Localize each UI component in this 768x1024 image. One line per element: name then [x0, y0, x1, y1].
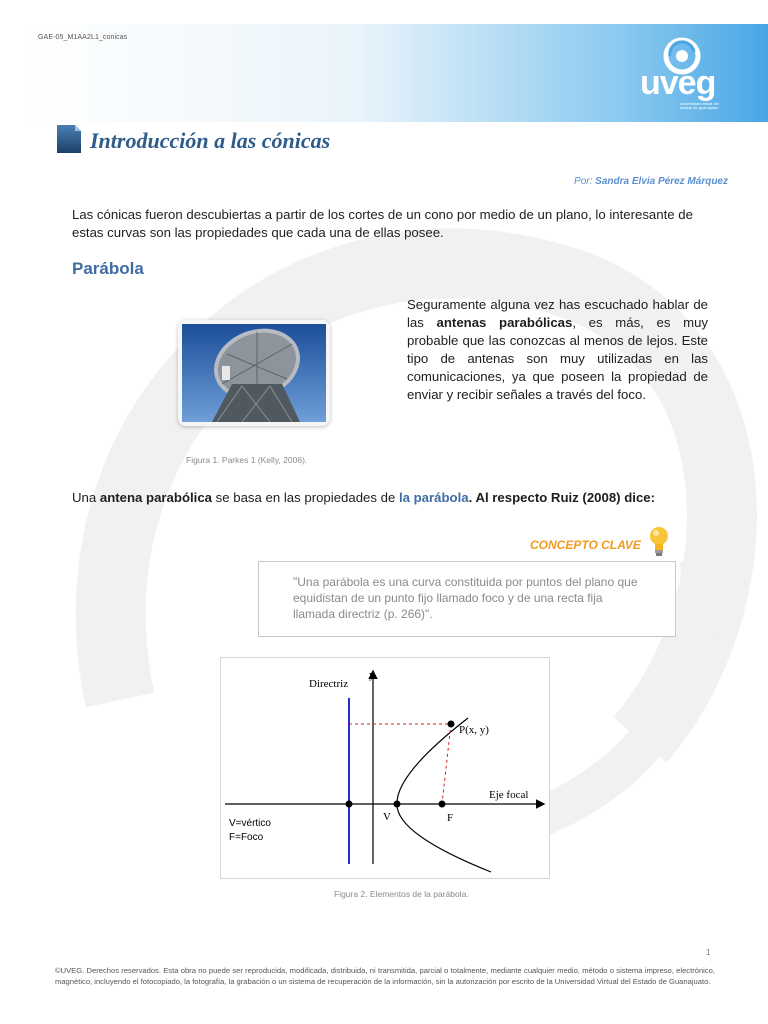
definition-line: Una antena parabólica se basa en las propiedades de la parábola. Al respecto Ruiz (2008) dice: — [72, 490, 655, 505]
legend-focus: F=Foco — [229, 832, 264, 843]
label-point-p: P(x, y) — [459, 724, 489, 736]
label-y: y — [369, 669, 375, 681]
key-concept-quote-box — [258, 561, 676, 637]
label-v: V — [383, 811, 391, 823]
vertex-point — [394, 801, 401, 808]
document-code: GAE-05_M1AA2L1_conicas — [38, 34, 128, 41]
parabola-diagram — [221, 658, 549, 878]
antenna-photo — [178, 320, 330, 426]
document-icon — [55, 124, 83, 154]
point-p — [448, 721, 455, 728]
uveg-logo: uveg universidad virtual del estado de guanajuato — [632, 36, 732, 112]
author-line: Por: Sandra Elvia Pérez Márquez — [574, 176, 728, 187]
lightbulb-icon — [648, 524, 670, 560]
directrix-intersection-point — [346, 801, 353, 808]
label-directriz: Directriz — [309, 678, 349, 690]
figure-1-caption: Figura 1. Parkes 1 (Kelly, 2006). — [186, 455, 308, 465]
copyright-footer: ©UVEG. Derechos reservados. Esta obra no puede ser reproducida, modificada, distribuida, ni transmitida, parcial o totalmente, mediante cualquier medio, método o sistema impreso, electrónico, magnético, incluyendo el fotocopiado, la fotografía, la grabación o un sistema de recuperación de la información, sin la autorización por escrito de la Universidad Virtual del Estado de Guanajuato. — [55, 966, 715, 986]
intro-paragraph: Las cónicas fueron descubiertas a partir de los cortes de un cono por medio de un plano, lo interesante de estas curvas son las propiedades que cada una de ellas posee. — [72, 207, 693, 240]
label-f: F — [447, 812, 454, 824]
parabola-curve — [397, 718, 491, 872]
section-title: Parábola — [72, 259, 144, 278]
quote-text: "Una parábola es una curva constituida por puntos del plano que equidistan de un punto fijo llamado foco y de una recta fija llamada directriz (p. 266)". — [293, 575, 638, 621]
concept-key-label: CONCEPTO CLAVE — [530, 538, 641, 552]
focus-point — [439, 801, 446, 808]
page-title: Introducción a las cónicas — [90, 128, 331, 153]
radio-telescope-image — [182, 324, 326, 422]
antenna-paragraph: Seguramente alguna vez has escuchado hablar de las antenas parabólicas, es más, es muy probable que las conozcas al menos de lejos. Este tipo de antenas son muy utilizadas en las comunicaciones, ya que poseen la propiedad de enviar y recibir señales a través del foco. — [407, 297, 708, 402]
page-number: 1 — [706, 948, 711, 957]
parabola-figure — [220, 657, 550, 879]
figure-2-caption: Figura 2. Elementos de la parábola. — [334, 889, 469, 899]
label-eje-focal: Eje focal — [489, 789, 529, 801]
legend-vertex: V=vértico — [229, 818, 271, 829]
